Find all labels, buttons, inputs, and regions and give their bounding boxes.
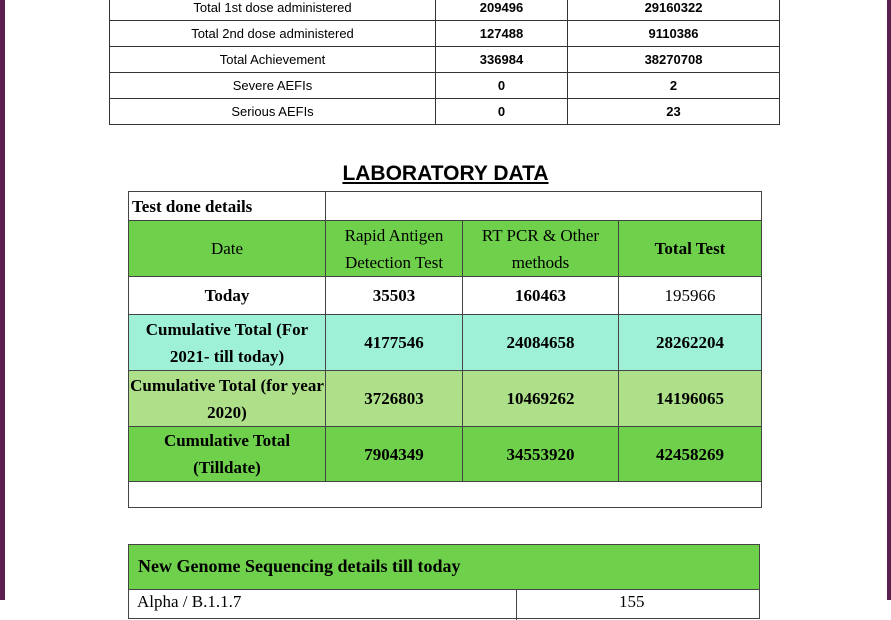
rapid-value: 4177546 (326, 315, 463, 371)
right-border (887, 0, 891, 600)
cumulative-value: 9110386 (568, 21, 780, 47)
rapid-value: 7904349 (326, 427, 463, 482)
genome-row (128, 589, 760, 619)
row-label: Cumulative Total (for year 2020) (129, 371, 326, 427)
row-label: Total 2nd dose administered (110, 21, 436, 47)
today-value: 0 (436, 99, 568, 125)
variant-count: 155 (619, 592, 645, 611)
row-label: Today (129, 277, 326, 315)
rtpcr-value: 10469262 (463, 371, 619, 427)
column-divider (516, 590, 517, 620)
rapid-value: 3726803 (326, 371, 463, 427)
table-row (129, 427, 762, 482)
today-value: 127488 (436, 21, 568, 47)
header-total-test: Total Test (619, 221, 762, 277)
header-row (129, 221, 762, 277)
row-label: Total Achievement (110, 47, 436, 73)
total-value: 42458269 (619, 427, 762, 482)
header-date: Date (129, 221, 326, 277)
cumulative-value: 29160322 (568, 0, 780, 21)
genome-header (128, 544, 760, 590)
empty-cell (129, 482, 762, 508)
header-rtpcr: RT PCR & Other methods (463, 221, 619, 277)
left-border (0, 0, 5, 600)
table-row (110, 99, 780, 125)
table-row (110, 73, 780, 99)
table-row (110, 47, 780, 73)
table-row (110, 21, 780, 47)
section-row (129, 192, 762, 221)
table-row (110, 0, 780, 21)
table-row (129, 315, 762, 371)
cumulative-value: 23 (568, 99, 780, 125)
laboratory-table (128, 191, 762, 508)
rtpcr-value: 160463 (463, 277, 619, 315)
row-label: Serious AEFIs (110, 99, 436, 125)
total-value: 14196065 (619, 371, 762, 427)
vaccination-table (109, 0, 780, 125)
genome-title: New Genome Sequencing details till today (138, 556, 461, 576)
total-value: 195966 (619, 277, 762, 315)
cumulative-value: 38270708 (568, 47, 780, 73)
rtpcr-value: 34553920 (463, 427, 619, 482)
today-value: 209496 (436, 0, 568, 21)
laboratory-title: LABORATORY DATA (342, 162, 549, 185)
total-value: 28262204 (619, 315, 762, 371)
row-label: Cumulative Total (Tilldate) (129, 427, 326, 482)
row-label: Severe AEFIs (110, 73, 436, 99)
today-value: 336984 (436, 47, 568, 73)
section-label: Test done details (129, 192, 326, 221)
today-value: 0 (436, 73, 568, 99)
row-label: Cumulative Total (For 2021- till today) (129, 315, 326, 371)
variant-label: Alpha / B.1.1.7 (137, 592, 242, 611)
cumulative-value: 2 (568, 73, 780, 99)
table-row (129, 371, 762, 427)
empty-cell (326, 192, 762, 221)
table-row (129, 277, 762, 315)
header-rapid-antigen: Rapid Antigen Detection Test (326, 221, 463, 277)
empty-row (129, 482, 762, 508)
rapid-value: 35503 (326, 277, 463, 315)
rtpcr-value: 24084658 (463, 315, 619, 371)
row-label: Total 1st dose administered (110, 0, 436, 21)
